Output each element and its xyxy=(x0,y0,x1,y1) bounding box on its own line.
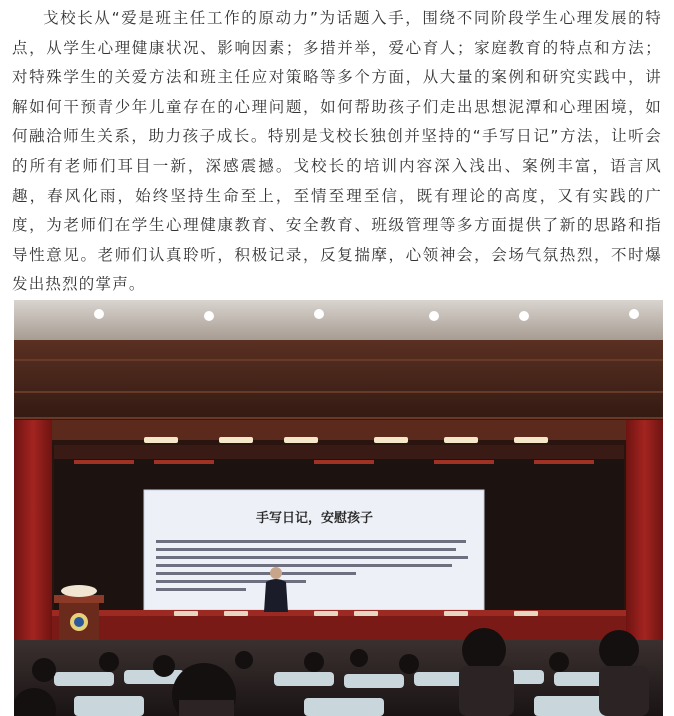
article-paragraph: 戈校长从“爱是班主任工作的原动力”为话题入手，围绕不同阶段学生心理发展的特点，从学生心理健康状况、影响因素；多措并举，爱心育人；家庭教育的特点和方法；对特殊学生的关爱方法和班主任应对策略等多个方面，从大量的案例和研究实践中，讲解如何干预青少年儿童存在的心理问题，如何帮助孩子们走出思想泥潭和心理困境，如何融洽师生关系，助力孩子成长。特别是戈校长独创并坚持的“手写日记”方法，让听会的所有老师们耳目一新，深感震撼。戈校长的培训内容深入浅出、案例丰富，语言风趣，春风化雨，始终坚持生命至上，至情至理至信，既有理论的高度，又有实践的广度，为老师们在学生心理健康教育、安全教育、班级管理等多方面提供了新的思路和指导性意见。老师们认真聆听，积极记录，反复揣摩，心领神会，会场气氛热烈，不时爆发出热烈的掌声。 xyxy=(12,9,662,294)
slide-title: 手写日记，安慰孩子 xyxy=(256,511,374,526)
lecture-hall-photo xyxy=(14,300,663,716)
